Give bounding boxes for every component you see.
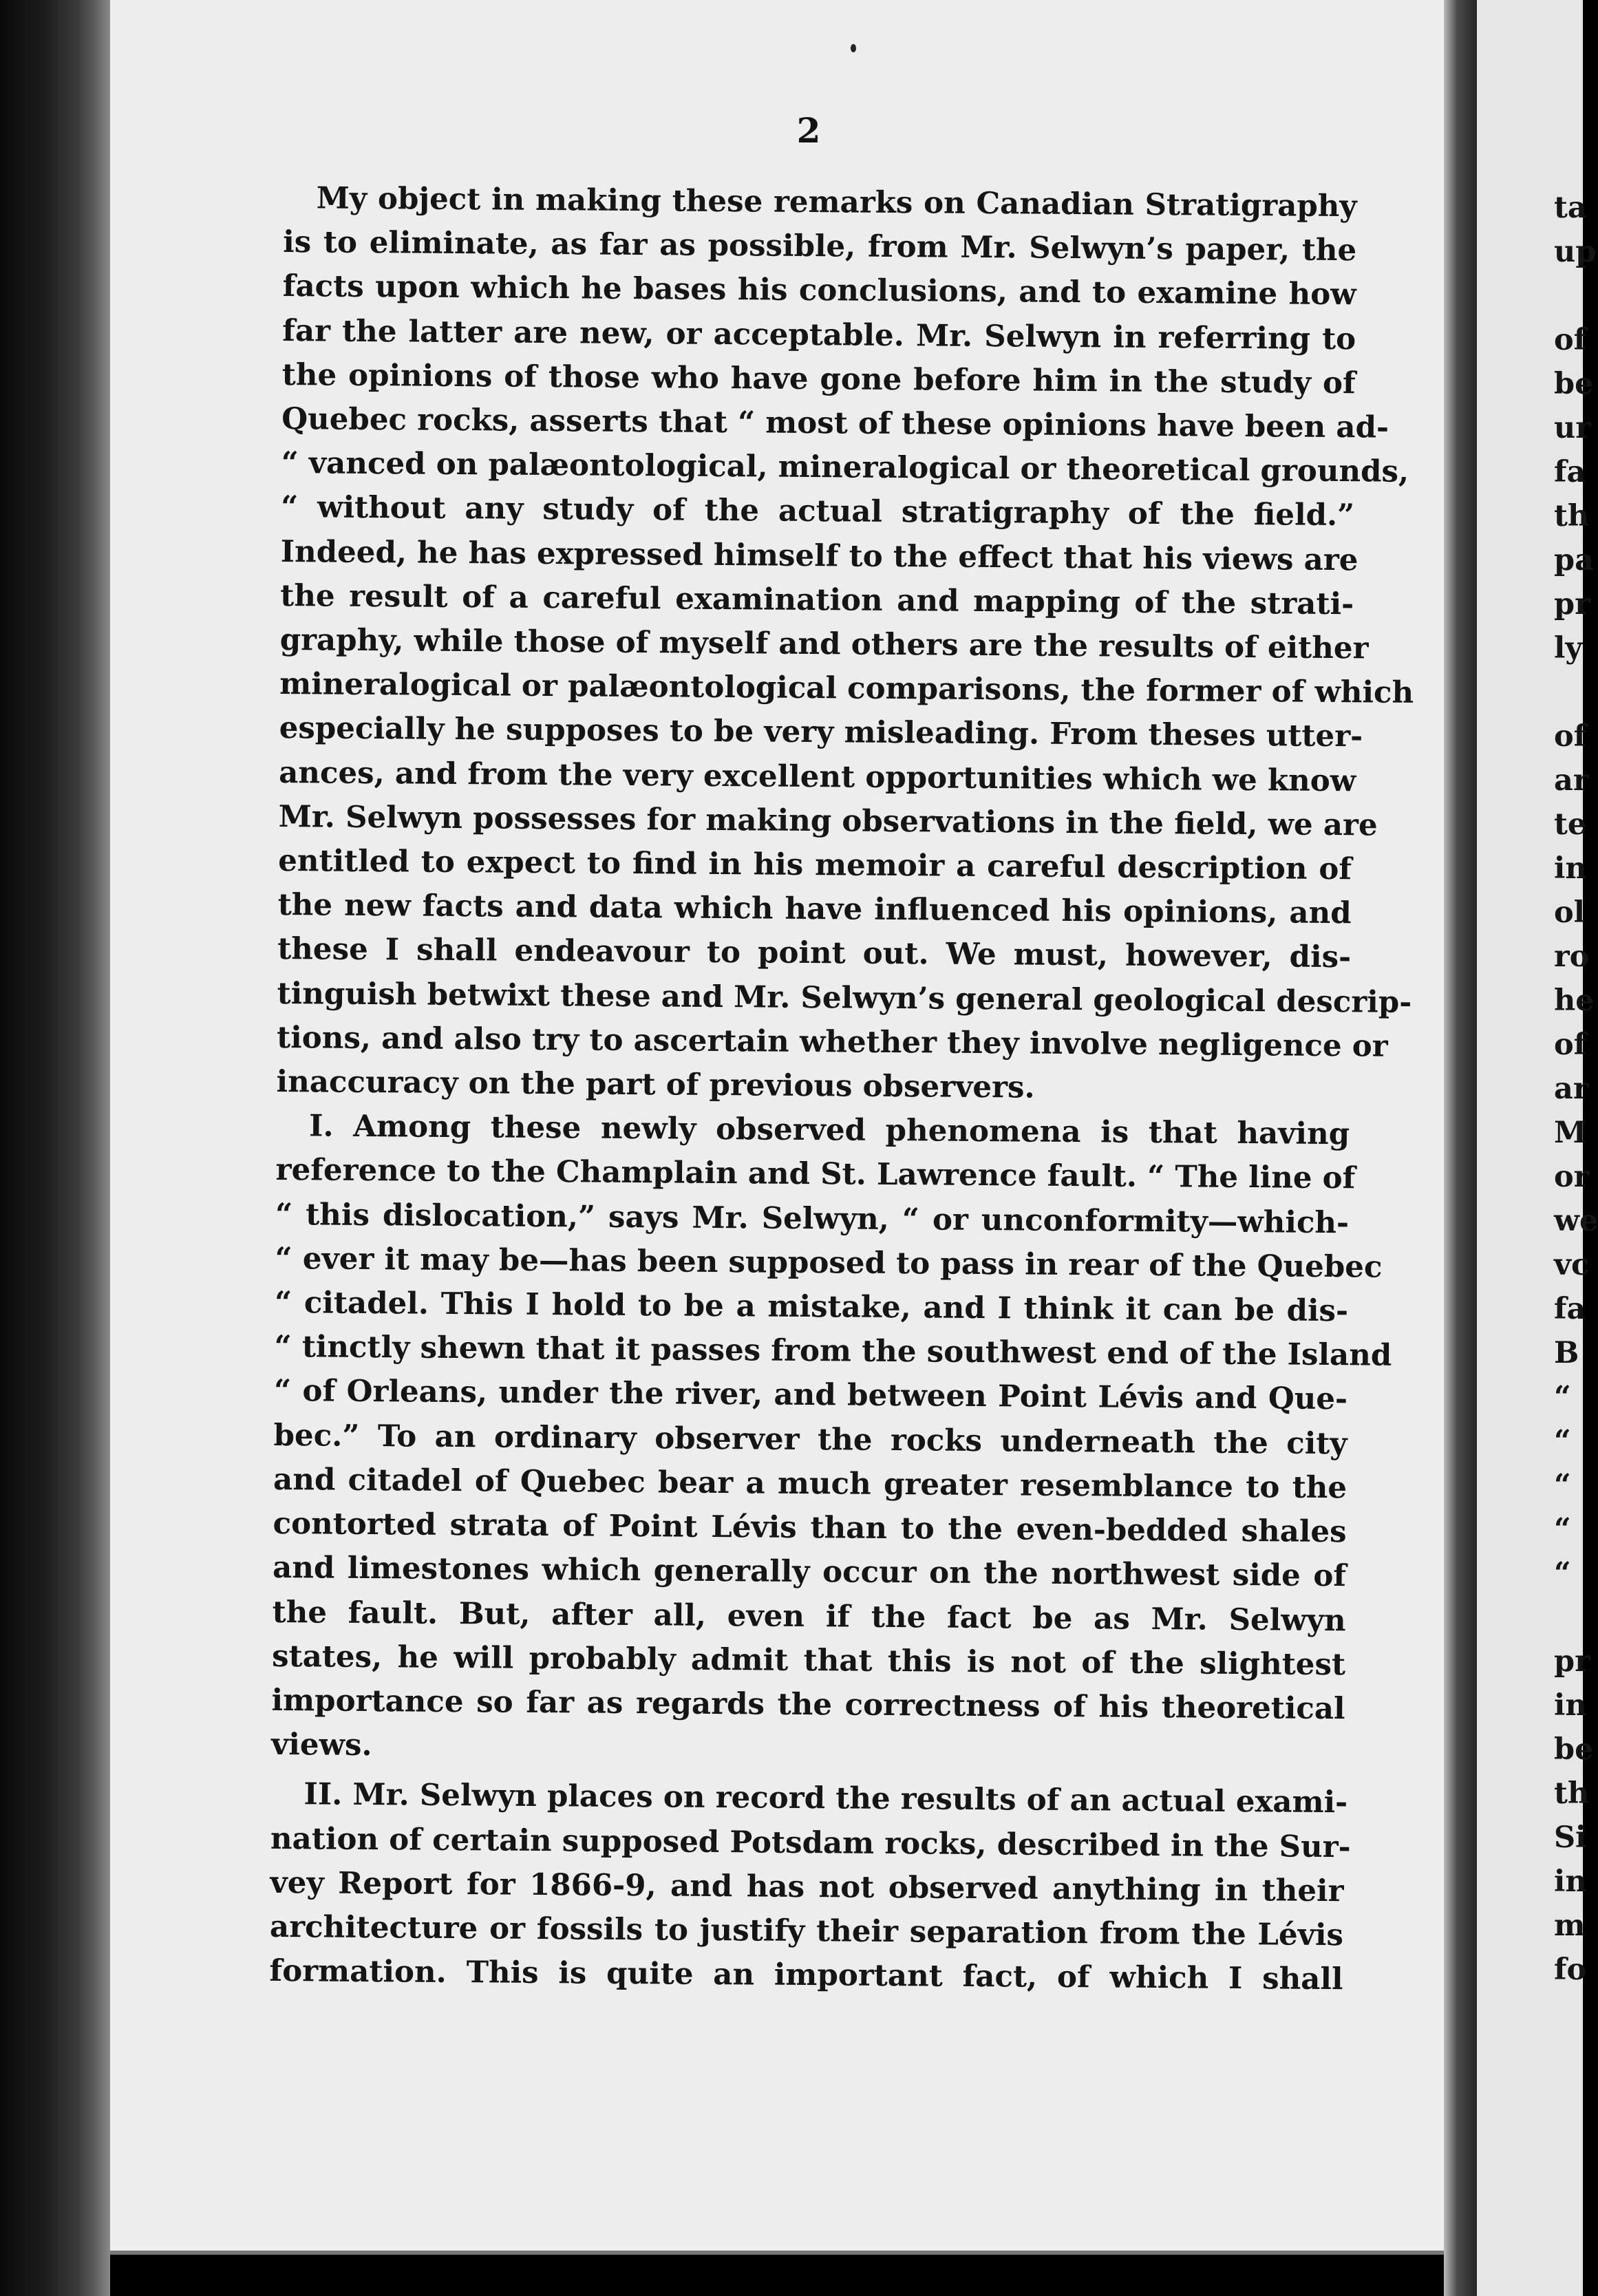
text-line: bec.” To an ordinary observer the rocks underneath the city bbox=[273, 1417, 1347, 1461]
facing-page-fragment: ly bbox=[1554, 631, 1583, 666]
text-line: contorted strata of Point Lévis than to the even-bedded shales bbox=[273, 1506, 1347, 1550]
facing-page-fragment bbox=[1554, 670, 1598, 714]
text-line: and citadel of Quebec bear a much greater resemblance to the bbox=[273, 1461, 1347, 1506]
facing-page-fragment: in bbox=[1554, 1688, 1587, 1723]
spine-gutter bbox=[1444, 0, 1477, 2296]
text-line: and limestones which generally occur on the northwest side of bbox=[272, 1550, 1347, 1594]
paragraph-2 bbox=[270, 1104, 1392, 1775]
text-line: entitled to expect to find in his memoir a careful description of bbox=[277, 843, 1352, 887]
text-line: vey Report for 1866-9, and has not observed anything in their bbox=[270, 1864, 1344, 1909]
facing-page-fragment bbox=[1554, 274, 1598, 318]
ink-speck bbox=[851, 44, 856, 52]
text-line: Mr. Selwyn possesses for making observations in the field, we are bbox=[278, 798, 1378, 843]
text-line: facts upon which he bases his conclusions, and to examine how bbox=[282, 268, 1356, 312]
facing-page-fragment: in bbox=[1554, 1864, 1587, 1899]
facing-page-fragment: Si bbox=[1554, 1820, 1587, 1855]
facing-page-fragment: pr bbox=[1554, 1644, 1590, 1679]
text-line: “ citadel. This I hold to be a mistake, and I think it can be dis- bbox=[274, 1285, 1349, 1329]
text-line: tions, and also try to ascertain whether they involve negligence or bbox=[276, 1019, 1388, 1064]
facing-page-fragment: “ bbox=[1554, 1468, 1571, 1502]
text-line: views. bbox=[270, 1727, 372, 1763]
left-binding-shadow bbox=[0, 0, 110, 2296]
text-line: II. Mr. Selwyn places on record the results of an actual exami- bbox=[303, 1776, 1348, 1820]
facing-page-fragment: or bbox=[1554, 1160, 1590, 1194]
facing-page-fragment: in bbox=[1554, 851, 1587, 886]
paragraph-3 bbox=[269, 1772, 1351, 2001]
facing-page-fragment: we bbox=[1554, 1204, 1598, 1238]
facing-page-fragment: ta bbox=[1554, 191, 1587, 225]
facing-page-fragment bbox=[1554, 1595, 1598, 1639]
text-line: “ ever it may be—has been supposed to pass in rear of the Quebec bbox=[275, 1240, 1383, 1285]
text-line: importance so far as regards the correctness of his theoretical bbox=[271, 1682, 1345, 1727]
text-line: ances, and from the very excellent opportunities which we know bbox=[278, 754, 1356, 798]
facing-page-fragment: ol bbox=[1554, 895, 1586, 930]
text-line: these I shall endeavour to point out. We must, however, dis- bbox=[277, 931, 1352, 975]
facing-page-fragment: up bbox=[1554, 235, 1597, 269]
facing-page-fragment: pa bbox=[1554, 543, 1594, 577]
text-line: “ vanced on palæontological, mineralogical or theoretical grounds, bbox=[281, 445, 1409, 490]
text-line: the result of a careful examination and mapping of the strati- bbox=[280, 577, 1354, 622]
page-number: 2 bbox=[796, 110, 821, 151]
text-line: “ tinctly shewn that it passes from the southwest end of the Island bbox=[274, 1329, 1392, 1373]
facing-page-fragment: ar bbox=[1554, 1072, 1589, 1106]
text-line: is to eliminate, as far as possible, from Mr. Selwyn’s paper, the bbox=[283, 224, 1357, 268]
facing-page-fragment: vc bbox=[1554, 1248, 1590, 1282]
text-line: “ without any study of the actual stratigraphy of the field.” bbox=[281, 489, 1355, 533]
text-line: Quebec rocks, asserts that “ most of these opinions have been ad- bbox=[281, 401, 1389, 445]
facing-page-fragment: of bbox=[1554, 719, 1587, 754]
facing-page-fragment: “ bbox=[1554, 1512, 1571, 1546]
facing-page-fragment: fa bbox=[1554, 1292, 1586, 1326]
facing-page-fragment: be bbox=[1554, 367, 1594, 401]
facing-page-fragment: ur bbox=[1554, 411, 1591, 445]
facing-page-fragment: M bbox=[1554, 1116, 1587, 1150]
text-line: especially he supposes to be very misleading. From theses utter- bbox=[279, 710, 1363, 754]
text-line: inaccuracy on the part of previous observers. bbox=[276, 1064, 1035, 1105]
text-line: the fault. But, after all, even if the fact be as Mr. Selwyn bbox=[272, 1594, 1346, 1638]
text-line: graphy, while those of myself and others are the results of either bbox=[279, 622, 1369, 666]
facing-page-fragment: th bbox=[1554, 499, 1590, 533]
text-line: I. Among these newly observed phenomena is that having bbox=[308, 1108, 1350, 1152]
facing-page-fragment: “ bbox=[1554, 1380, 1571, 1414]
text-line: My object in making these remarks on Canadian Stratigraphy bbox=[316, 180, 1357, 224]
text-line: reference to the Champlain and St. Lawrence fault. “ The line of bbox=[275, 1152, 1356, 1196]
facing-page-fragment: m bbox=[1554, 1909, 1586, 1943]
text-line: formation. This is quite an important fact, of which I shall bbox=[269, 1953, 1343, 1997]
text-line: Indeed, he has expressed himself to the effect that his views are bbox=[280, 533, 1359, 577]
text-line: nation of certain supposed Potsdam rocks, described in the Sur- bbox=[270, 1820, 1351, 1864]
body-text bbox=[269, 176, 1414, 2001]
text-line: far the latter are new, or acceptable. Mr. Selwyn in referring to bbox=[282, 312, 1356, 357]
facing-page-fragment: pr bbox=[1554, 587, 1590, 621]
text-line: “ of Orleans, under the river, and between Point Lévis and Que- bbox=[273, 1373, 1348, 1417]
paragraph-1 bbox=[276, 176, 1414, 1112]
text-line: tinguish betwixt these and Mr. Selwyn’s general geological descrip- bbox=[277, 975, 1412, 1020]
facing-page-fragment: fo bbox=[1554, 1953, 1587, 1987]
facing-page-fragment: ro bbox=[1554, 939, 1590, 974]
text-line: “ this dislocation,” says Mr. Selwyn, “ or unconformity—which- bbox=[275, 1196, 1350, 1240]
text-line: the new facts and data which have influenced his opinions, and bbox=[277, 887, 1352, 931]
text-line: states, he will probably admit that this is not of the slightest bbox=[271, 1638, 1346, 1682]
facing-page-fragment: fa bbox=[1554, 455, 1586, 489]
facing-page-fragment: of bbox=[1554, 1028, 1587, 1062]
facing-page-fragment: ar bbox=[1554, 763, 1589, 798]
facing-page-text bbox=[1554, 186, 1598, 1992]
facing-page-fragment: te bbox=[1554, 807, 1587, 842]
facing-page-fragment: B bbox=[1554, 1336, 1579, 1370]
text-line: architecture or fossils to justify their separation from the Lévis bbox=[269, 1909, 1344, 1953]
facing-page-fragment: of bbox=[1554, 323, 1587, 357]
facing-page-fragment: he bbox=[1554, 984, 1595, 1018]
facing-page-fragment: “ bbox=[1554, 1556, 1571, 1591]
facing-page-fragment: be bbox=[1554, 1732, 1594, 1767]
facing-page-fragment: “ bbox=[1554, 1424, 1571, 1458]
text-line: the opinions of those who have gone before him in the study of bbox=[281, 357, 1356, 401]
facing-page-fragment: th bbox=[1554, 1776, 1590, 1811]
text-line: mineralogical or palæontological comparisons, the former of which bbox=[279, 666, 1414, 711]
